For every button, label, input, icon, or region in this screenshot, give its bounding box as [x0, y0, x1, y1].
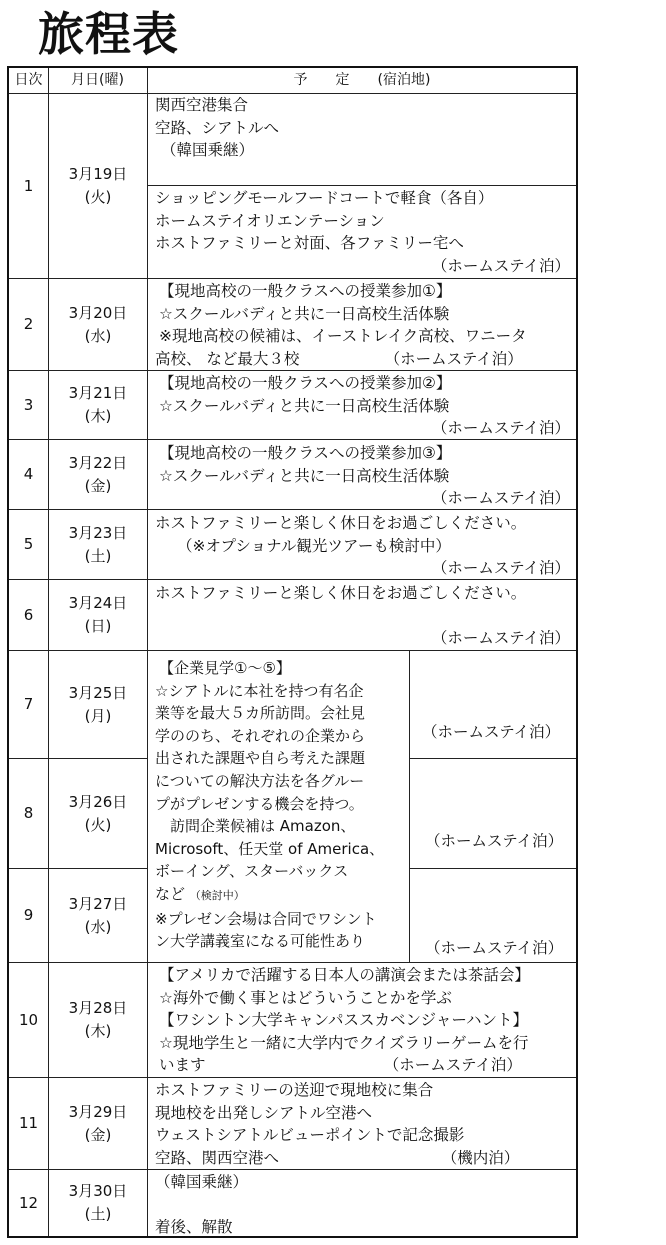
- day-number: 11: [18, 1114, 39, 1132]
- day5-plan: [155, 512, 570, 580]
- plan-line: についての解決方法を各グルー: [155, 771, 365, 790]
- plan-line: ☆スクールバディと共に一日高校生活体験: [159, 304, 450, 323]
- date-cell: 3月20日 (水): [68, 303, 128, 345]
- plan-line: 【ワシントン大学キャンパススカベンジャーハント】: [159, 1011, 529, 1029]
- plan-line: ☆海外で働く事とはどういうことかを学ぶ: [159, 988, 452, 1007]
- plan-line: ホストファミリーと対面、各ファミリー宅へ: [155, 234, 464, 252]
- company-visit-plan: [155, 657, 384, 953]
- plan-line: [155, 605, 570, 628]
- plan-line: ☆スクールバディと共に一日高校生活体験: [159, 396, 450, 415]
- day-number: 5: [23, 535, 34, 553]
- day-number: 1: [23, 176, 34, 195]
- header-date: 月日(曜): [71, 72, 124, 88]
- plan-line: 業等を最大５カ所訪問。会社見: [155, 704, 366, 723]
- date-cell: 3月28日 (木): [68, 999, 128, 1040]
- plan-line: ☆現地学生と一緒に大学内でクイズラリーゲームを行: [159, 1033, 529, 1052]
- day1-plan-morning: [155, 94, 279, 162]
- date-cell: 3月23日 (土): [68, 523, 128, 565]
- plan-line: 高校、 など最大３校 （ホームステイ泊）: [155, 349, 523, 368]
- plan-line: ホストファミリーの送迎で現地校に集合: [155, 1081, 434, 1099]
- plan-line: 出された課題や自ら考えた課題: [155, 749, 366, 768]
- plan-line: （韓国乗継）: [161, 141, 255, 159]
- day8-stay: （ホームステイ泊）: [425, 832, 564, 850]
- plan-line: ウェストシアトルビューポイントで記念撮影: [155, 1126, 465, 1144]
- date-cell: 3月25日 (月): [68, 683, 128, 725]
- row-divider: [409, 758, 576, 759]
- itinerary-table: [7, 66, 578, 1238]
- col-divider: [409, 650, 410, 962]
- plan-line: 訪問企業候補は Amazon、: [155, 817, 356, 836]
- plan-line: います （ホームステイ泊）: [159, 1056, 522, 1074]
- date-cell: 3月19日 (火): [68, 165, 128, 206]
- plan-line: ※現地高校の候補は、イーストレイク高校、ワニータ: [159, 327, 527, 345]
- date-cell: 3月21日 (木): [68, 384, 128, 425]
- plan-line: 空路、シアトルへ: [155, 118, 280, 137]
- plan-line: ホストファミリーと楽しく休日をお過ごしください。: [155, 514, 527, 532]
- header-plan: 予 定 (宿泊地): [293, 72, 431, 88]
- stay-label: （ホームステイ泊）: [431, 559, 570, 577]
- date-cell: 3月27日 (水): [68, 894, 128, 936]
- plan-line: [155, 1194, 248, 1217]
- day4-plan: [159, 442, 570, 510]
- plan-line: ☆シアトルに本社を持つ有名企: [155, 681, 364, 700]
- plan-line: ショッピングモールフードコートで軽食（各自）: [155, 189, 494, 207]
- day1-plan-afternoon: [155, 187, 570, 277]
- plan-line: （韓国乗継）: [155, 1173, 249, 1191]
- date-cell: 3月24日 (日): [68, 594, 128, 635]
- plan-line: ン大学講義室になる可能性あり: [155, 932, 366, 951]
- plan-line: ボーイング、スターバックス: [155, 862, 349, 881]
- plan-line: ※プレゼン会場は合同でワシント: [155, 909, 377, 928]
- day-number: 10: [18, 1010, 39, 1029]
- day-number: 7: [23, 695, 34, 713]
- plan-line: Microsoft、任天堂 of America、: [155, 839, 385, 858]
- day2-plan: [155, 280, 527, 370]
- plan-text: など: [155, 884, 186, 903]
- stay-label: （ホームステイ泊）: [431, 419, 570, 437]
- date-cell: 3月26日 (火): [68, 792, 128, 834]
- day11-plan: [155, 1079, 519, 1169]
- col-divider: [147, 68, 148, 1236]
- plan-line: 【現地高校の一般クラスへの授業参加②】: [159, 374, 452, 392]
- plan-line: ☆スクールバディと共に一日高校生活体験: [159, 466, 450, 485]
- plan-line: 【アメリカで活躍する日本人の講演会または茶話会】: [159, 966, 530, 984]
- day-number: 4: [23, 465, 34, 483]
- plan-line: 着後、解散: [155, 1218, 233, 1236]
- day-number: 9: [23, 906, 34, 924]
- stay-label: （ホームステイ泊）: [431, 256, 570, 275]
- stay-label: （ホームステイ泊）: [431, 489, 570, 507]
- plan-line: プがプレゼンする機会を持つ。: [155, 794, 364, 813]
- plan-line: [155, 883, 384, 908]
- day7-stay: （ホームステイ泊）: [422, 723, 561, 741]
- page-title: 旅程表: [38, 7, 179, 61]
- date-cell: 3月22日 (金): [68, 453, 128, 495]
- day-number: 8: [23, 804, 34, 822]
- plan-line: 学ののち、それぞれの企業から: [155, 726, 366, 745]
- row-divider: [147, 185, 576, 186]
- plan-line: 空路、関西空港へ （機内泊）: [155, 1148, 520, 1167]
- day12-plan: [155, 1171, 248, 1239]
- plan-line: 関西空港集合: [155, 96, 249, 114]
- day-number: 6: [23, 605, 34, 624]
- date-cell: 3月30日 (土): [68, 1182, 128, 1223]
- stay-label: （ホームステイ泊）: [431, 629, 570, 647]
- plan-line: 現地校を出発しシアトル空港へ: [155, 1103, 373, 1122]
- plan-note: （検討中）: [189, 888, 245, 902]
- plan-line: 【現地高校の一般クラスへの授業参加③】: [159, 444, 452, 462]
- day9-stay: （ホームステイ泊）: [425, 939, 564, 957]
- day-number: 12: [18, 1193, 39, 1212]
- plan-line: ホームステイオリエンテーション: [155, 211, 385, 230]
- day3-plan: [159, 372, 570, 440]
- row-divider: [409, 868, 576, 869]
- day6-plan: [155, 582, 570, 650]
- day-number: 2: [23, 315, 34, 333]
- date-cell: 3月29日 (金): [68, 1102, 128, 1144]
- plan-line: 【現地高校の一般クラスへの授業参加①】: [159, 282, 452, 300]
- day-number: 3: [23, 395, 34, 414]
- header-day: 日次: [14, 72, 43, 88]
- plan-line: 【企業見学①～⑤】: [159, 659, 291, 677]
- plan-line: ホストファミリーと楽しく休日をお過ごしください。: [155, 584, 527, 602]
- plan-line: （※オプショナル観光ツアーも検討中）: [177, 536, 451, 555]
- day10-plan: [159, 964, 530, 1077]
